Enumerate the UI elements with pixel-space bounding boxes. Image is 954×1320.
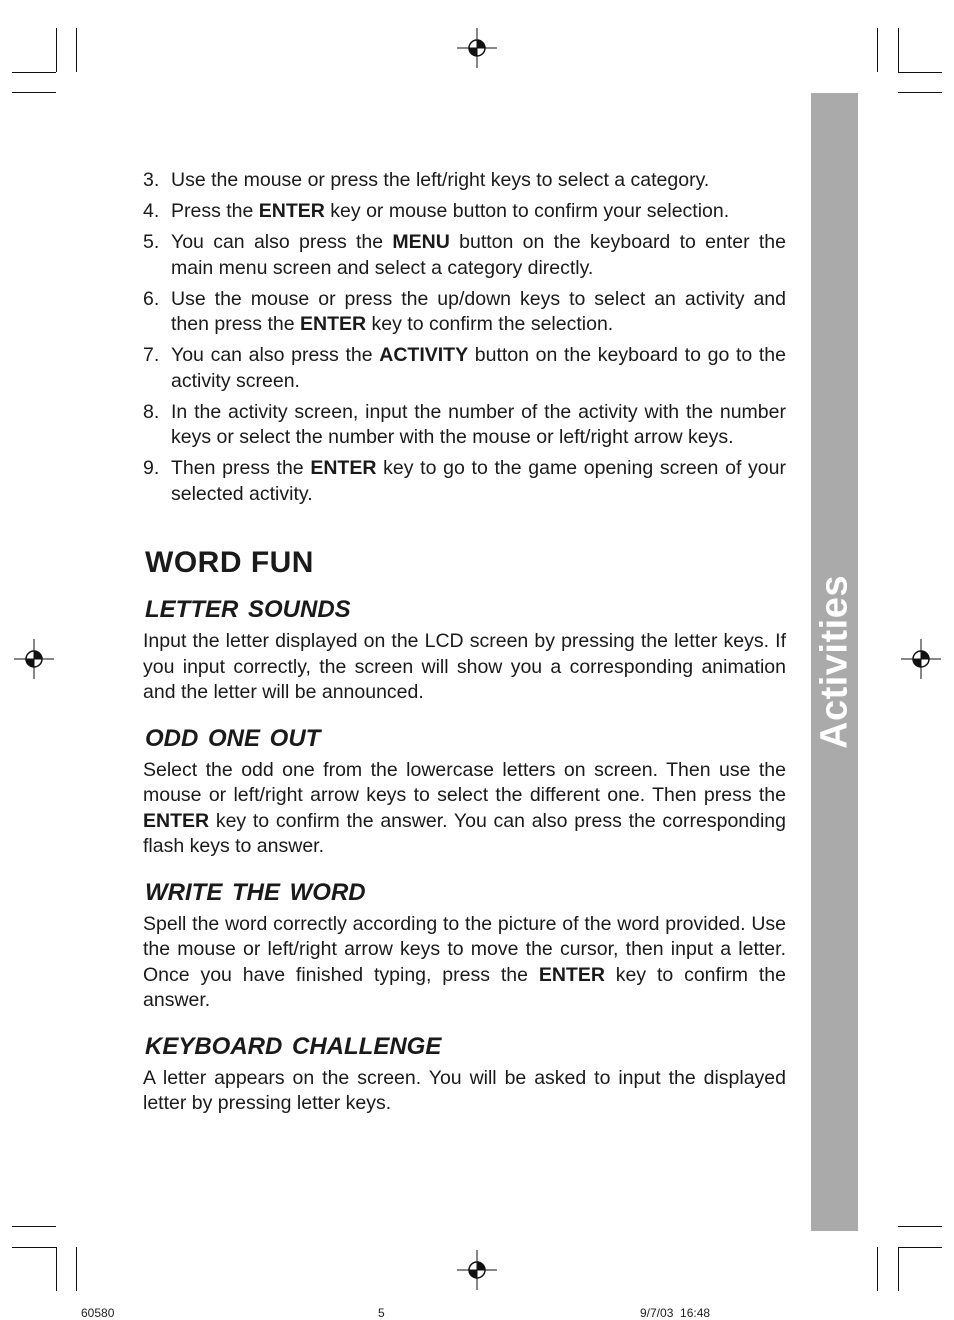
step-number: 6. [143,287,160,310]
subsection-title: WRITE THE WORD [145,878,366,906]
step-item [143,168,786,194]
subsection-body [143,629,786,706]
text-run: key to confirm the answer. You can also press the corresponding flash keys to answer. [143,809,786,857]
step-number: 3. [143,169,160,191]
footer-date: 9/7/03 16:48 [640,1306,711,1320]
key-name: ENTER [310,457,377,479]
step-number: 8. [143,400,160,423]
step-number: 4. [143,200,160,222]
registration-mark-left [14,639,54,679]
subsection-body [143,1066,786,1117]
step-item [143,230,786,281]
registration-mark-right [901,639,941,679]
text-run: button on the keyboard to go to the activity screen. [171,344,786,392]
text-run: You can also press the [171,231,393,253]
key-name: ACTIVITY [379,344,469,366]
key-name: ENTER [538,963,605,986]
text-run: A letter appears on the screen. You will be asked to input the displayed letter by pressing letter keys. [143,1066,786,1114]
text-run: In the activity screen, input the number of the activity with the number keys or select the number with the mouse or left/right arrow keys. [171,400,786,448]
text-run: Then press the [171,457,311,479]
footer-code: 60580 [81,1306,115,1320]
text-run: Select the odd one from the lowercase letters on screen. Then use the mouse or left/right arrow keys to select the different one. Then press the [143,758,786,806]
text-run: key to go to the game opening screen of your selected activity. [171,457,786,505]
footer-page-number: 5 [378,1306,385,1320]
step-number: 7. [143,344,160,366]
subsection-body [143,758,786,860]
key-name: ENTER [143,809,210,832]
text-run: Spell the word correctly according to the picture of the word provided. Use the mouse or left/right arrow keys to move the cursor, then input a letter. Once you have finished typing, press the [143,912,786,986]
subsection-title: LETTER SOUNDS [145,596,351,623]
side-tab-label: Activities [813,575,856,749]
registration-mark-bottom [457,1250,497,1290]
text-run: Use the mouse or press the up/down keys to select an activity and then press the [171,287,786,335]
section-title: WORD FUN [145,546,314,579]
step-item [143,400,786,451]
text-run: key to confirm the selection. [366,313,614,335]
step-number: 5. [143,231,160,253]
step-item [143,343,786,394]
text-run: key to confirm the answer. [143,963,786,1011]
text-run: Input the letter displayed on the LCD screen by pressing the letter keys. If you input correctly, the screen will show you a corresponding animation and the letter will be announced. [143,630,786,703]
step-item [143,456,786,507]
step-item [143,199,786,225]
page-content [143,168,786,1117]
subsection-body [143,912,786,1014]
registration-mark-top [457,28,497,68]
key-name: MENU [392,231,450,253]
subsection-title: KEYBOARD CHALLENGE [145,1032,442,1060]
subsection-title: ODD ONE OUT [145,724,321,752]
text-run: key or mouse button to confirm your selection. [324,200,730,222]
text-run: Use the mouse or press the left/right keys to select a category. [171,169,710,191]
key-name: ENTER [300,313,367,335]
step-item [143,287,786,338]
steps-list [143,168,786,507]
text-run: button on the keyboard to enter the main menu screen and select a category directly. [171,231,786,279]
subsections [143,595,786,1117]
text-run: You can also press the [171,344,380,366]
text-run: Press the [171,200,259,222]
key-name: ENTER [258,200,325,222]
step-number: 9. [143,457,160,479]
